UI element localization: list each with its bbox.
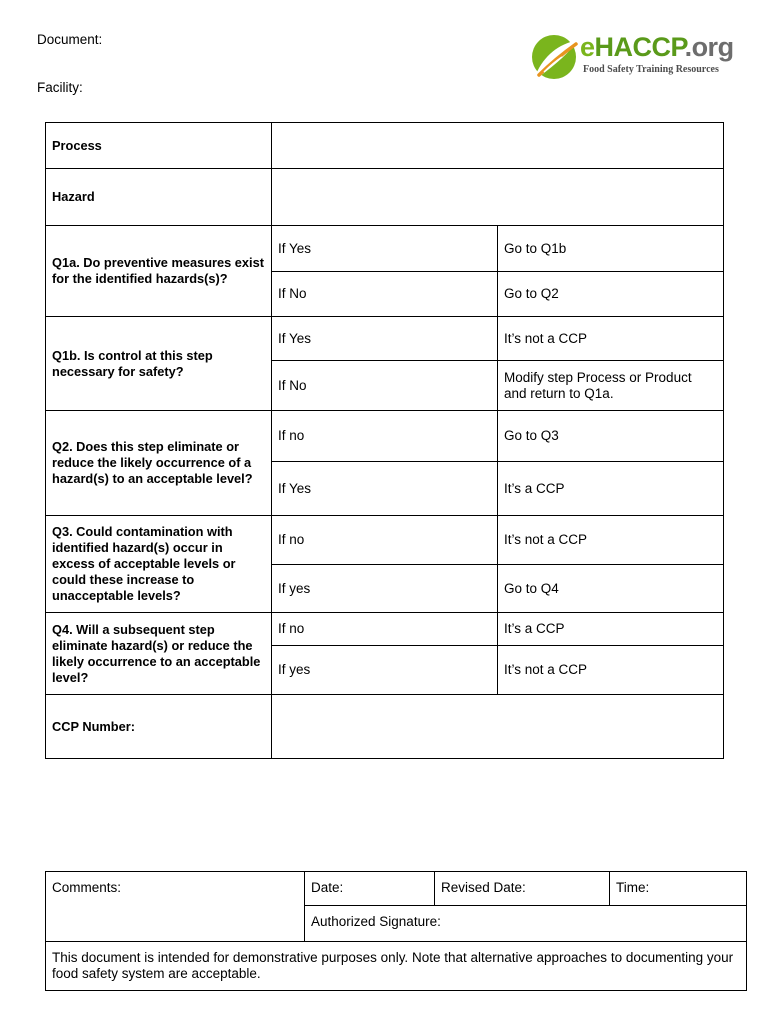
answer-result: It’s a CCP xyxy=(498,462,724,516)
answer-condition: If no xyxy=(272,411,498,462)
answer-result: Go to Q2 xyxy=(498,272,724,317)
leaf-logo-icon xyxy=(530,30,582,82)
answer-condition: If no xyxy=(272,613,498,646)
question-q1a: Q1a. Do preventive measures exist for the identified hazards(s)? xyxy=(46,226,272,317)
answer-result: Go to Q3 xyxy=(498,411,724,462)
process-value[interactable] xyxy=(272,123,724,169)
answer-condition: If Yes xyxy=(272,317,498,361)
footer-row xyxy=(46,942,747,991)
ccp-number-row xyxy=(46,695,724,759)
ccp-number-value[interactable] xyxy=(272,695,724,759)
table-row xyxy=(46,317,724,361)
answer-condition: If Yes xyxy=(272,462,498,516)
answer-result: Go to Q4 xyxy=(498,565,724,613)
answer-condition: If No xyxy=(272,361,498,411)
answer-result: It’s a CCP xyxy=(498,613,724,646)
facility-label: Facility: xyxy=(37,80,83,95)
question-q2: Q2. Does this step eliminate or reduce the likely occurrence of a hazard(s) to an acceptable level? xyxy=(46,411,272,516)
time-field[interactable]: Time: xyxy=(610,872,747,906)
answer-result: It’s not a CCP xyxy=(498,646,724,695)
disclaimer: This document is intended for demonstrative purposes only. Note that alternative approaches to documenting your food safety system are acceptable. xyxy=(46,942,747,991)
answer-result: Modify step Process or Product and return to Q1a. xyxy=(498,361,724,411)
authorized-signature-field[interactable]: Authorized Signature: xyxy=(305,906,747,942)
footer-table xyxy=(45,871,747,991)
answer-condition: If No xyxy=(272,272,498,317)
hazard-row xyxy=(46,169,724,226)
table-row xyxy=(46,226,724,272)
process-label: Process xyxy=(46,123,272,169)
revised-date-field[interactable]: Revised Date: xyxy=(435,872,610,906)
question-q4: Q4. Will a subsequent step eliminate hazard(s) or reduce the likely occurrence to an acceptable level? xyxy=(46,613,272,695)
logo-wordmark: eHACCP.org xyxy=(580,32,734,62)
answer-condition: If yes xyxy=(272,646,498,695)
ccp-number-label: CCP Number: xyxy=(46,695,272,759)
process-row xyxy=(46,123,724,169)
answer-result: It’s not a CCP xyxy=(498,317,724,361)
logo-tagline: Food Safety Training Resources xyxy=(583,64,719,75)
answer-condition: If Yes xyxy=(272,226,498,272)
hazard-label: Hazard xyxy=(46,169,272,226)
hazard-value[interactable] xyxy=(272,169,724,226)
ehaccp-logo xyxy=(530,30,750,82)
answer-result: Go to Q1b xyxy=(498,226,724,272)
answer-result: It’s not a CCP xyxy=(498,516,724,565)
question-q3: Q3. Could contamination with identified hazard(s) occur in excess of acceptable levels or could these increase to unacceptable levels? xyxy=(46,516,272,613)
ccp-decision-table xyxy=(45,122,724,759)
table-row xyxy=(46,411,724,462)
question-q1b: Q1b. Is control at this step necessary for safety? xyxy=(46,317,272,411)
answer-condition: If no xyxy=(272,516,498,565)
date-field[interactable]: Date: xyxy=(305,872,435,906)
comments-field[interactable]: Comments: xyxy=(46,872,305,942)
answer-condition: If yes xyxy=(272,565,498,613)
table-row xyxy=(46,613,724,646)
footer-row xyxy=(46,872,747,906)
table-row xyxy=(46,516,724,565)
document-label: Document: xyxy=(37,32,103,47)
